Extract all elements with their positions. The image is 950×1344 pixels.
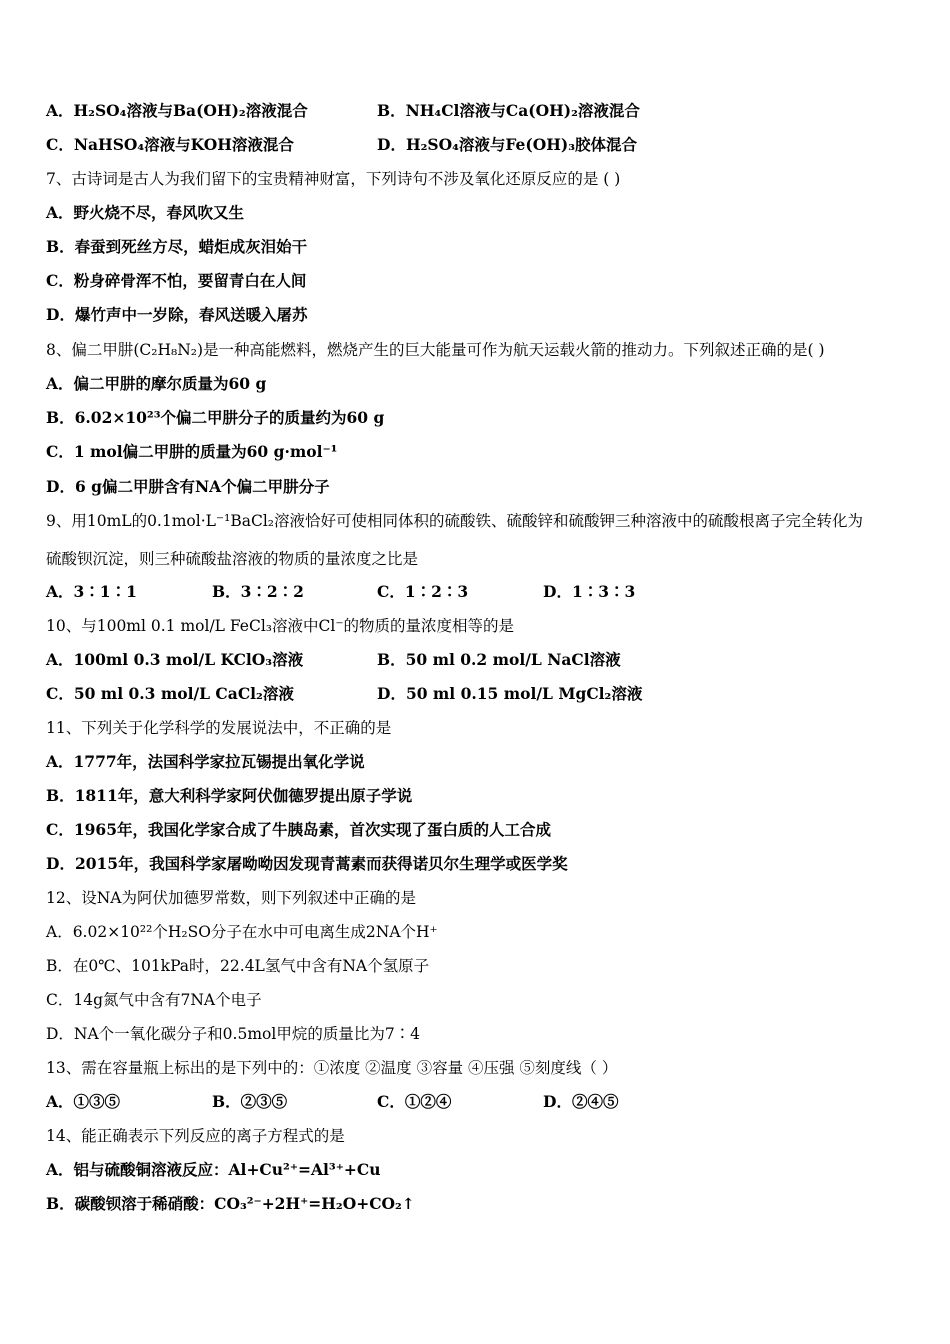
q8-option-d: D．6 g偏二甲肼含有NA个偏二甲肼分子	[46, 477, 330, 496]
q10-option-d: D．50 ml 0.15 mol/L MgCl₂溶液	[377, 684, 643, 703]
q11-stem: 11、下列关于化学科学的发展说法中，不正确的是	[46, 719, 392, 737]
q9-stem-line-1: 9、用10mL的0.1mol·L⁻¹BaCl₂溶液恰好可使相同体积的硫酸铁、硫酸锌和硫酸钾三种溶液中的硫酸根离子完全转化为	[46, 512, 863, 530]
q8-stem: 8、偏二甲肼(C₂H₈N₂)是一种高能燃料，燃烧产生的巨大能量可作为航天运载火箭的推动力。下列叙述正确的是( )	[46, 341, 825, 359]
q6-option-b: B．NH₄Cl溶液与Ca(OH)₂溶液混合	[377, 101, 640, 120]
q13-option-a: A．①③⑤	[46, 1092, 121, 1111]
q6-option-a: A．H₂SO₄溶液与Ba(OH)₂溶液混合	[46, 101, 308, 120]
q10-option-b: B．50 ml 0.2 mol/L NaCl溶液	[377, 650, 621, 669]
q11-option-b: B．1811年，意大利科学家阿伏伽德罗提出原子学说	[46, 786, 413, 805]
q9-option-c: C．1∶2∶3	[377, 582, 469, 601]
q14-option-b: B．碳酸钡溶于稀硝酸：CO₃²⁻+2H⁺=H₂O+CO₂↑	[46, 1194, 415, 1213]
q12-option-a: A．6.02×10²²个H₂SO分子在水中可电离生成2NA个H⁺	[46, 923, 438, 941]
q12-option-c: C．14g氮气中含有7NA个电子	[46, 991, 262, 1009]
q12-stem: 12、设NA为阿伏加德罗常数，则下列叙述中正确的是	[46, 889, 416, 907]
q9-option-b: B．3∶2∶2	[212, 582, 304, 601]
q14-stem: 14、能正确表示下列反应的离子方程式的是	[46, 1127, 345, 1145]
q11-option-c: C．1965年，我国化学家合成了牛胰岛素，首次实现了蛋白质的人工合成	[46, 820, 551, 839]
q7-option-d: D．爆竹声中一岁除，春风送暖入屠苏	[46, 305, 308, 324]
q10-option-c: C．50 ml 0.3 mol/L CaCl₂溶液	[46, 684, 294, 703]
q7-stem: 7、古诗词是古人为我们留下的宝贵精神财富，下列诗句不涉及氧化还原反应的是 ( )	[46, 170, 621, 188]
q10-stem: 10、与100ml 0.1 mol/L FeCl₃溶液中Cl⁻的物质的量浓度相等的是	[46, 617, 515, 635]
q9-option-d: D．1∶3∶3	[543, 582, 636, 601]
q8-option-b: B．6.02×10²³个偏二甲肼分子的质量约为60 g	[46, 408, 385, 427]
q13-option-d: D．②④⑤	[543, 1092, 619, 1111]
q9-stem-line-2: 硫酸钡沉淀，则三种硫酸盐溶液的物质的量浓度之比是	[46, 550, 419, 568]
q11-option-a: A．1777年，法国科学家拉瓦锡提出氧化学说	[46, 752, 365, 771]
q9-option-a: A．3∶1∶1	[46, 582, 137, 601]
q7-option-a: A．野火烧不尽，春风吹又生	[46, 203, 245, 222]
q6-option-d: D．H₂SO₄溶液与Fe(OH)₃胶体混合	[377, 135, 637, 154]
q13-option-c: C．①②④	[377, 1092, 452, 1111]
q10-option-a: A．100ml 0.3 mol/L KClO₃溶液	[46, 650, 304, 669]
q8-option-c: C．1 mol偏二甲肼的质量为60 g·mol⁻¹	[46, 442, 338, 461]
q7-option-b: B．春蚕到死丝方尽，蜡炬成灰泪始干	[46, 237, 308, 256]
q13-option-b: B．②③⑤	[212, 1092, 288, 1111]
q14-option-a: A．铝与硫酸铜溶液反应：Al+Cu²⁺=Al³⁺+Cu	[46, 1160, 381, 1179]
q8-option-a: A．偏二甲肼的摩尔质量为60 g	[46, 374, 267, 393]
q11-option-d: D．2015年，我国科学家屠呦呦因发现青蒿素而获得诺贝尔生理学或医学奖	[46, 854, 568, 873]
q7-option-c: C．粉身碎骨浑不怕，要留青白在人间	[46, 271, 307, 290]
q13-stem: 13、需在容量瓶上标出的是下列中的：①浓度 ②温度 ③容量 ④压强 ⑤刻度线（ ）	[46, 1059, 618, 1077]
q12-option-d: D．NA个一氧化碳分子和0.5mol甲烷的质量比为7∶4	[46, 1025, 421, 1043]
q12-option-b: B．在0℃、101kPa时，22.4L氢气中含有NA个氢原子	[46, 957, 430, 975]
q6-option-c: C．NaHSO₄溶液与KOH溶液混合	[46, 135, 294, 154]
